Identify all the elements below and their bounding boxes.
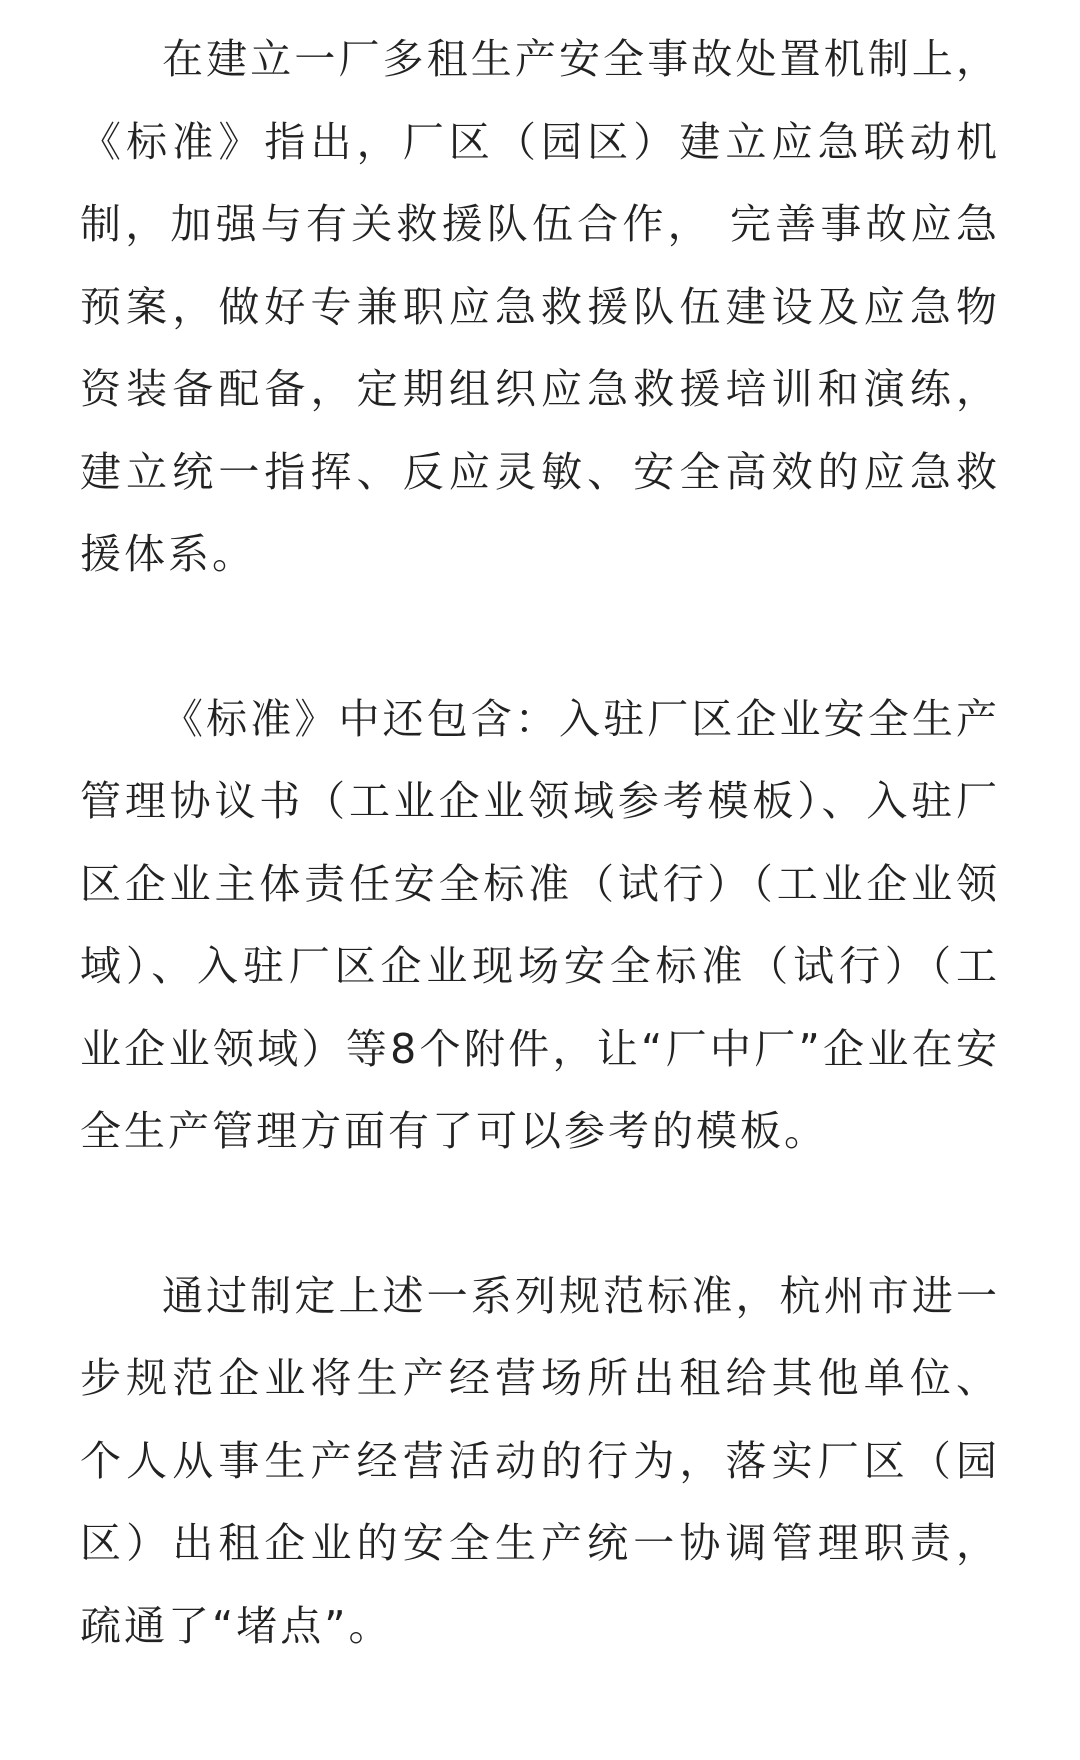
paragraph-standard-attachments: 《标准》中还包含：入驻厂区企业安全生产管理协议书（工业企业领域参考模板）、入驻厂区企业主体责任安全标准（试行）（工业企业领域）、入驻厂区企业现场安全标准（试行）（工业企业领域）等8个附件，让“厂中厂”企业在安全生产管理方面有了可以参考的模板。	[80, 694, 1000, 1155]
paragraph-hangzhou-conclusion: 通过制定上述一系列规范标准，杭州市进一步规范企业将生产经营场所出租给其他单位、个人从事生产经营活动的行为，落实厂区（园区）出租企业的安全生产统一协调管理职责，疏通了“堵点”。	[80, 1271, 1000, 1650]
paragraph-emergency-mechanism: 在建立一厂多租生产安全事故处置机制上，《标准》指出，厂区（园区）建立应急联动机制，加强与有关救援队伍合作， 完善事故应急预案，做好专兼职应急救援队伍建设及应急物资装备配备，定期组织应急救援培训和演练，建立统一指挥、反应灵敏、安全高效的应急救援体系。	[80, 35, 1000, 578]
